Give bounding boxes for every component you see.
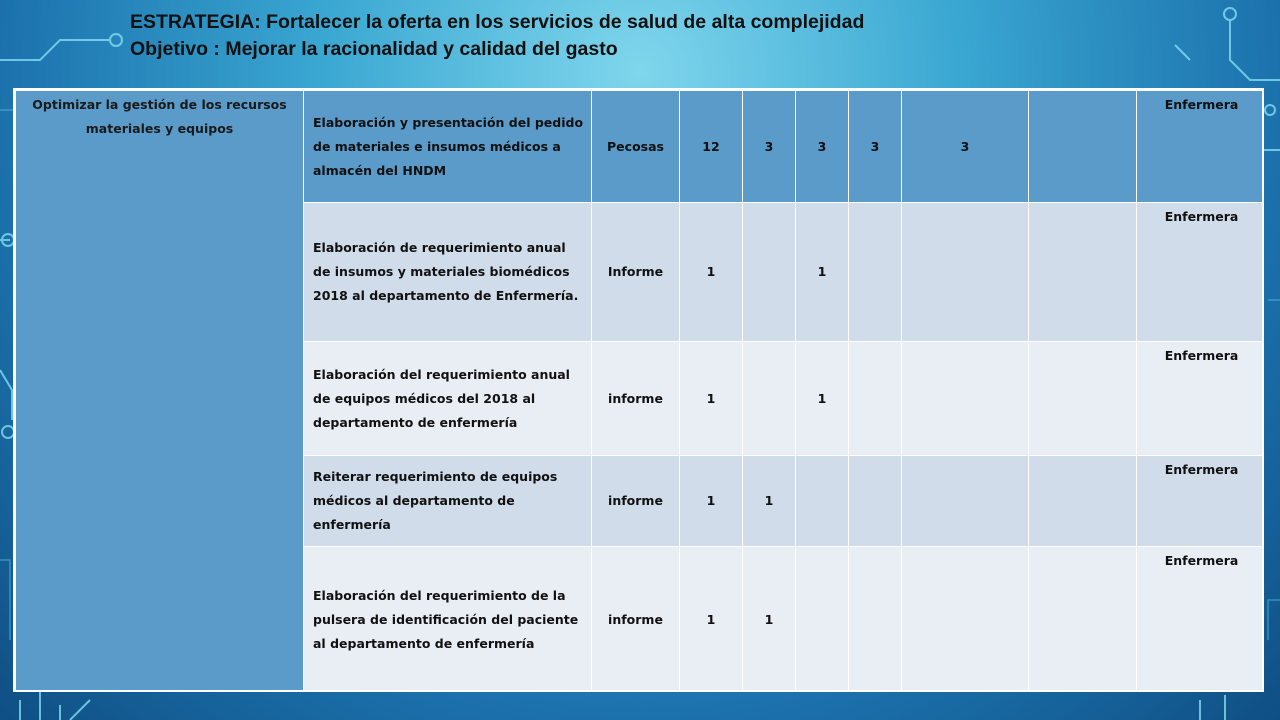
q2-cell <box>796 547 849 693</box>
extra-cell <box>1029 342 1137 456</box>
goal-cell: 1 <box>680 547 743 693</box>
slide-title <box>130 9 864 63</box>
goal-cell: 1 <box>680 456 743 547</box>
goal-cell: 1 <box>680 203 743 342</box>
q2-cell: 3 <box>796 91 849 203</box>
q3-cell: 3 <box>849 91 902 203</box>
responsible-cell: Enfermera <box>1137 456 1265 547</box>
q3-cell <box>849 342 902 456</box>
q2-cell: 1 <box>796 342 849 456</box>
q2-cell: 1 <box>796 203 849 342</box>
activity-grid <box>15 90 1264 692</box>
q1-cell: 3 <box>743 91 796 203</box>
q4-cell <box>902 456 1029 547</box>
activity-table <box>13 88 1264 692</box>
strategy-heading: ESTRATEGIA: Fortalecer la oferta en los servicios de salud de alta complejidad <box>130 11 865 33</box>
activity-cell: Reiterar requerimiento de equipos médicos al departamento de enfermería <box>304 456 592 547</box>
objective-heading: Objetivo : Mejorar la racionalidad y calidad del gasto <box>130 38 618 60</box>
unit-cell: informe <box>592 547 680 693</box>
activity-cell: Elaboración y presentación del pedido de materiales e insumos médicos a almacén del HNDM <box>304 91 592 203</box>
goal-cell: 12 <box>680 91 743 203</box>
unit-cell: informe <box>592 342 680 456</box>
q2-cell <box>796 456 849 547</box>
extra-cell <box>1029 91 1137 203</box>
extra-cell <box>1029 203 1137 342</box>
activity-cell: Elaboración del requerimiento anual de equipos médicos del 2018 al departamento de enfermería <box>304 342 592 456</box>
activity-cell: Elaboración del requerimiento de la pulsera de identificación del paciente al departamento de enfermería <box>304 547 592 693</box>
unit-cell: Informe <box>592 203 680 342</box>
q4-cell <box>902 203 1029 342</box>
responsible-cell: Enfermera <box>1137 91 1265 203</box>
q1-cell <box>743 203 796 342</box>
extra-cell <box>1029 456 1137 547</box>
table-row <box>16 91 1265 203</box>
activity-cell: Elaboración de requerimiento anual de insumos y materiales biomédicos 2018 al departamento de Enfermería. <box>304 203 592 342</box>
q4-cell: 3 <box>902 91 1029 203</box>
extra-cell <box>1029 547 1137 693</box>
objective-cell: Optimizar la gestión de los recursos materiales y equipos <box>16 91 304 693</box>
q3-cell <box>849 547 902 693</box>
responsible-cell: Enfermera <box>1137 203 1265 342</box>
q3-cell <box>849 203 902 342</box>
q1-cell: 1 <box>743 547 796 693</box>
q1-cell: 1 <box>743 456 796 547</box>
q4-cell <box>902 547 1029 693</box>
goal-cell: 1 <box>680 342 743 456</box>
q3-cell <box>849 456 902 547</box>
unit-cell: informe <box>592 456 680 547</box>
responsible-cell: Enfermera <box>1137 342 1265 456</box>
q1-cell <box>743 342 796 456</box>
q4-cell <box>902 342 1029 456</box>
unit-cell: Pecosas <box>592 91 680 203</box>
responsible-cell: Enfermera <box>1137 547 1265 693</box>
